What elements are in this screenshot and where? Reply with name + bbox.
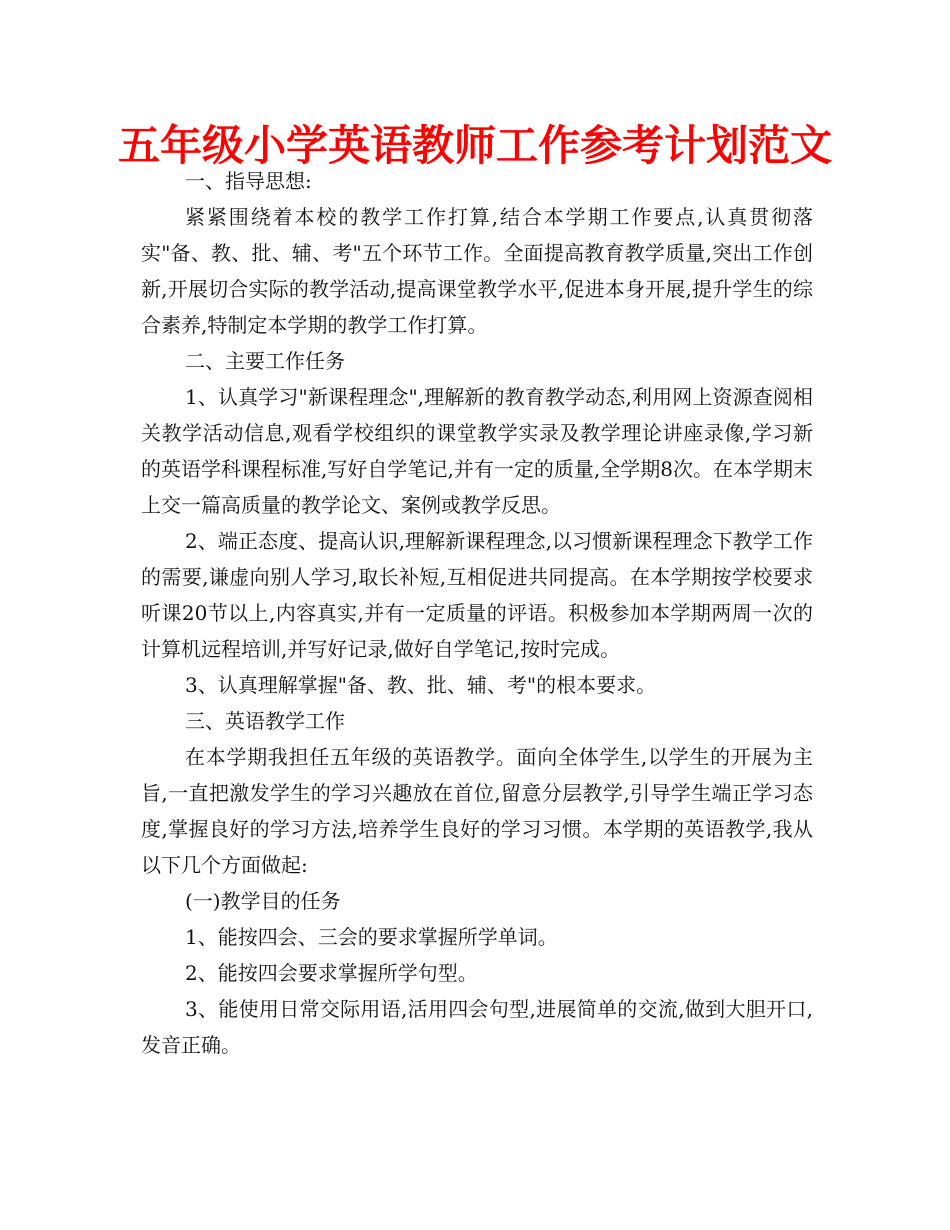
paragraph-english-teaching: 在本学期我担任五年级的英语教学。面向全体学生,以学生的开展为主旨,一直把激发学生的学习兴趣放在首位,留意分层教学,引导学生端正学习态度,掌握良好的学习方法,培养学生良好的学习习惯。本学期的英语教学,我从以下几个方面做起: [141,745,813,877]
paragraph-task-1: 1、认真学习"新课程理念",理解新的教育教学动态,利用网上资源查阅相关教学活动信息,观看学校组织的课堂教学实录及教学理论讲座录像,学习新的英语学科课程标准,写好自学笔记,并有一定的质量,全学期8次。在本学期末上交一篇高质量的教学论文、案例或教学反思。 [141,385,813,517]
section-heading-english-teaching: 三、英语教学工作 [185,709,345,733]
section-heading-main-tasks: 二、主要工作任务 [185,349,345,373]
paragraph-goal-1: 1、能按四会、三会的要求掌握所学单词。 [185,925,558,949]
paragraph-goal-3: 3、能使用日常交际用语,活用四会句型,进展简单的交流,做到大胆开口,发音正确。 [141,997,813,1057]
paragraph-guiding-thought: 紧紧围绕着本校的教学工作打算,结合本学期工作要点,认真贯彻落实"备、教、批、辅、考"五个环节工作。全面提高教育教学质量,突出工作创新,开展切合实际的教学活动,提高课堂教学水平,促进本身开展,提升学生的综合素养,特制定本学期的教学工作打算。 [141,205,813,337]
paragraph-task-3: 3、认真理解掌握"备、教、批、辅、考"的根本要求。 [185,673,657,697]
paragraph-task-2: 2、端正态度、提高认识,理解新课程理念,以习惯新课程理念下教学工作的需要,谦虚向别人学习,取长补短,互相促进共同提高。在本学期按学校要求听课20节以上,内容真实,并有一定质量的评语。积极参加本学期两周一次的计算机远程培训,并写好记录,做好自学笔记,按时完成。 [141,529,813,661]
subsection-heading-teaching-goals: (一)教学目的任务 [185,889,341,913]
paragraph-goal-2: 2、能按四会要求掌握所学句型。 [185,961,478,985]
section-heading-guiding-thought: 一、指导思想: [185,169,312,193]
document-title: 五年级小学英语教师工作参考计划范文 [117,121,832,170]
document-body [141,163,813,1063]
